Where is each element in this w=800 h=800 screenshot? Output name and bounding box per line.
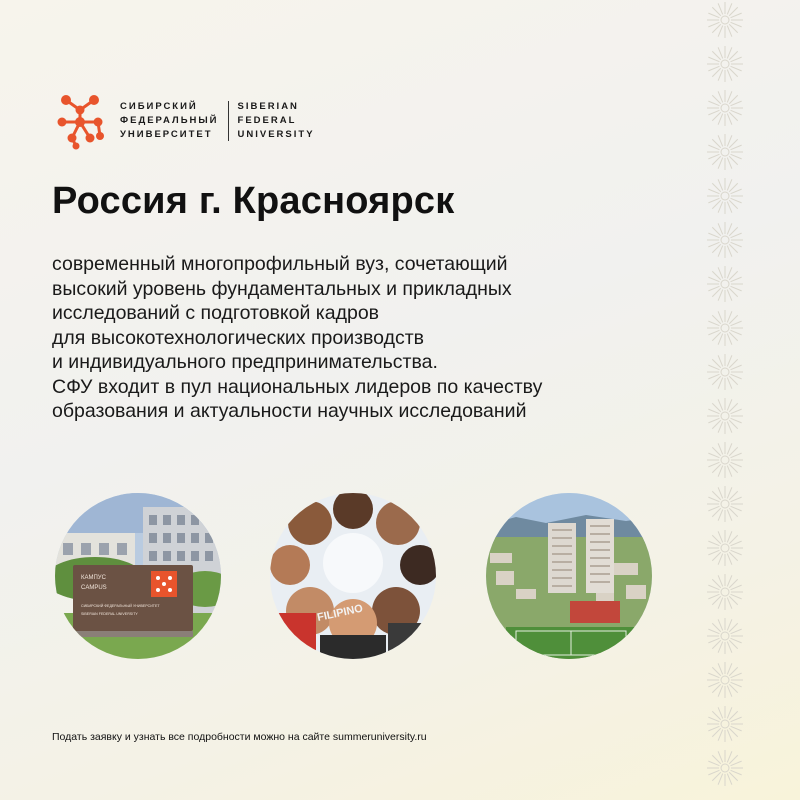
photo-campus-sign — [55, 493, 221, 659]
description-line: и индивидуального предпринимательства. — [52, 351, 438, 373]
logo-text-en — [238, 100, 315, 142]
logo-ru-line: ФЕДЕРАЛЬНЫЙ — [120, 115, 219, 126]
description-line: образования и актуальности научных исследований — [52, 400, 527, 422]
sfu-logo — [52, 92, 315, 150]
logo-en-line: FEDERAL — [237, 115, 297, 126]
logo-ru-line: СИБИРСКИЙ — [120, 101, 198, 112]
logo-en-line: SIBERIAN — [237, 101, 299, 112]
description-line: СФУ входит в пул национальных лидеров по качеству — [52, 375, 543, 398]
logo-ru-line: УНИВЕРСИТЕТ — [120, 129, 213, 140]
description — [52, 252, 652, 424]
ornament-pattern — [690, 0, 760, 800]
photo-city-aerial — [486, 493, 652, 659]
campus-sign-line2: CAMPUS — [81, 585, 107, 591]
shirt-text: FILIPINO — [316, 602, 365, 624]
page-title: Россия г. Красноярск — [52, 180, 455, 222]
logo-molecule-icon — [52, 92, 108, 150]
campus-sign-line3: СИБИРСКИЙ ФЕДЕРАЛЬНЫЙ УНИВЕРСИТЕТ — [81, 604, 160, 608]
footer-note: Подать заявку и узнать все подробности можно на сайте summeruniversity.ru — [52, 731, 427, 743]
photo-students — [270, 493, 436, 659]
campus-sign-line4: SIBERIAN FEDERAL UNIVERSITY — [81, 612, 138, 616]
description-line: современный многопрофильный вуз, сочетающий — [52, 253, 508, 275]
logo-divider — [228, 101, 229, 141]
description-line: исследований с подготовкой кадров — [52, 302, 380, 324]
description-line: для высокотехнологических производств — [52, 326, 425, 349]
description-line: высокий уровень фундаментальных и прикладных — [52, 277, 512, 300]
logo-en-line: UNIVERSITY — [237, 129, 315, 140]
campus-sign-line1: КАМПУС — [81, 575, 106, 581]
logo-text-ru — [120, 100, 219, 142]
